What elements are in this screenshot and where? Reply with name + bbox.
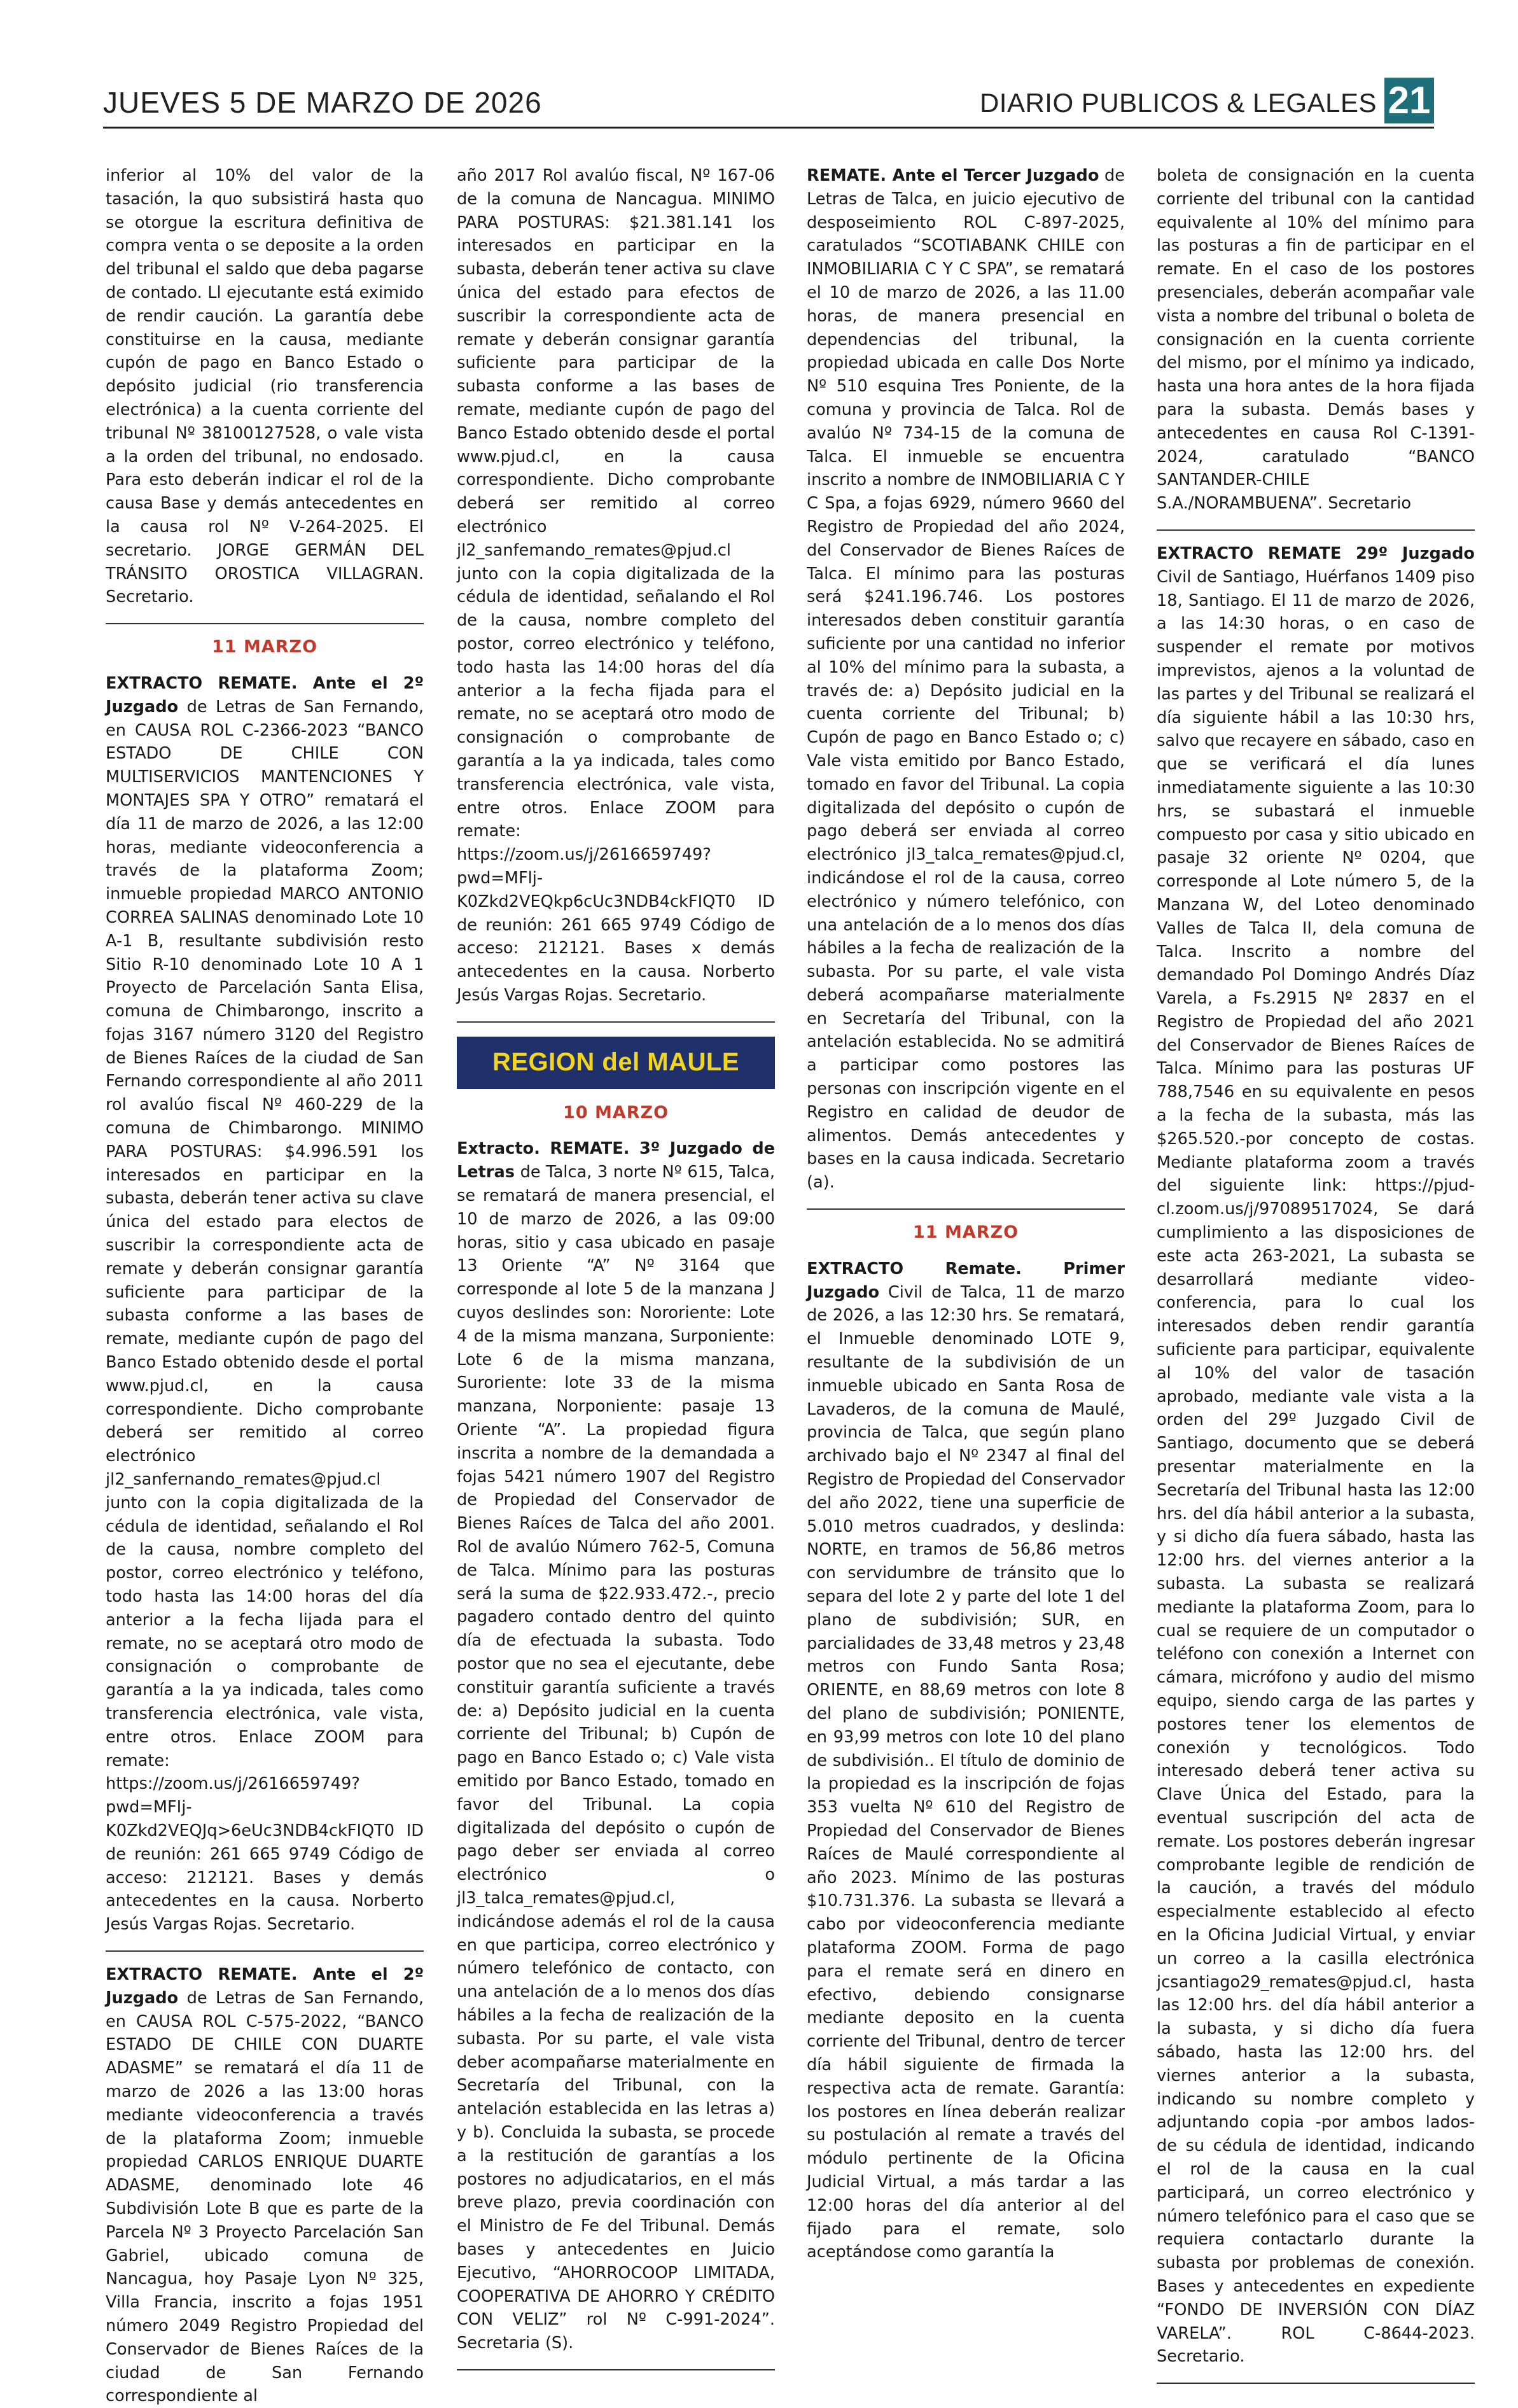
notice-body: de Talca, 3 norte Nº 615, Talca, se rematará de manera presencial, el 10 de marzo de 2026, a las 09:00 horas, sitio y casa ubicado en pasaje 13 Oriente “A” Nº 3164 que corresponde al lote 5 de la manzana J cuyos deslindes son: Nororiente: Lote 4 de la misma manzana, Surponiente: Lote 6 de la misma manzana, Suroriente: lote 33 de la misma manzana, Norponiente: pasaje 13 Oriente “A”. La propiedad figura inscrita a nombre de la demandada a fojas 5421 número 1907 del Registro de Propiedad del Conservador de Bienes Raíces de Talca del año 2001. Rol de avalúo Número 762-5, Comuna de Talca. Mínimo para las posturas será la suma de $22.933.472.-, precio pagadero contado dentro del quinto día de efectuada la subasta. Todo postor que no sea el ejecutante, debe constituir garantía suficiente a través de: a) Depósito judicial en la cuenta corriente del Tribunal; b) Cupón de pago en Banco Estado o; c) Vale vista emitido por Banco Estado, tomado en favor del Tribunal. La copia digitalizada del depósito o cupón de pago deber ser enviada al correo electrónico o jl3_talca_remates@pjud.cl, indicándose además el rol de la causa en que participa, correo electrónico y número telefónico de contacto, con una antelación de a lo menos dos días hábiles a la fecha de realización de la subasta. Por su parte, el vale vista deber acompañarse materialmente en Secretaría del Tribunal, con la antelación establecida en las letras a) y b). Concluida la subasta, se procede a la restitución de garantías a los postores no adjudicatarios, en el más breve plazo, previa coordinación con el Ministro de Fe del Tribunal. Demás bases y antecedentes en Juicio Ejecutivo, “AHORROCOOP LIMITADA, COOPERATIVA DE AHORRO Y CRÉDITO CON VELIZ” rol Nº C-991-2024”. Secretaria (S). xyxy=(457,1163,775,2353)
section-date-heading: 11 MARZO xyxy=(211,637,318,657)
page-header xyxy=(103,76,1434,126)
header-rule xyxy=(103,127,1434,129)
section-date-heading: 10 MARZO xyxy=(562,1102,669,1123)
notice-remate-29-juzgado xyxy=(1157,542,1475,2369)
column-divider xyxy=(106,623,424,624)
notice-title: EXTRACTO Remate. Primer Juzgado xyxy=(807,1259,1125,1302)
notice-title: Extracto. REMATE. 3º Juzgado de Letras xyxy=(457,1139,775,1182)
notice-continued-text: boleta de consignación en la cuenta corriente del tribunal con la cantidad equivalente al 10% del mínimo para las posturas a fin de participar en el remate. En el caso de los postores presenciales, deberán acompañar vale vista a nombre del tribunal o boleta de consignación en la cuenta corriente del mismo, por el mínimo ya indicado, hasta una hora antes de la hora fijada para la subasta. Demás bases y antecedentes en causa Rol C-1391-2024, caratulado “BANCO SANTANDER-CHILE S.A./NORAMBUENA”. Secretario xyxy=(1157,166,1475,514)
issue-date: JUEVES 5 DE MARZO DE 2026 xyxy=(103,86,542,119)
notice-remate-primer-juzgado xyxy=(807,1257,1125,2264)
notice-remate-san-fernando-2 xyxy=(106,1963,424,2408)
notice-body: Civil de Santiago, Huérfanos 1409 piso 18, Santiago. El 11 de marzo de 2026, a las 14:30 horas, o en caso de suspender el remate por motivos imprevistos, ajenos a la voluntad de las partes y del Tribunal se realizará el día siguiente hábil a las 10:30 hrs, salvo que recayere en sábado, caso en que se verificará el día lunes inmediatamente siguiente a las 10:30 hrs, se subastará el inmueble compuesto por casa y sitio ubicado en pasaje 32 oriente Nº 0204, que corresponde al Lote número 5, de la Manzana W, del Loteo denominado Valles de Talca II, dela comuna de Talca. Inscrito a nombre del demandado Pol Domingo Andrés Díaz Varela, a Fs.2915 Nº 2837 en el Registro de Propiedad del año 2021 del Conservador de Bienes Raíces de Talca. Mínimo para las posturas UF 788,7546 en su equivalente en pesos a la fecha de la subasta, más las $265.520.-por concepto de costas. Mediante plataforma zoom a través del siguiente link: https://pjud-cl.zoom.us/j/97089517024, Se dará cumplimiento a las disposiciones de este acta 263-2021, La subasta se desarrollará mediante video-conferencia, para lo cual los interesados deben rendir garantía suficiente para participar, equivalente al 10% del valor de tasación aprobado, mediante vale vista a la orden del 29º Juzgado Civil de Santiago, documento que se deberá presentar materialmente en la Secretaría del Tribunal hasta las 12:00 hrs. del día hábil anterior a la subasta, y si dicho día fuera sábado, hasta las 12:00 hrs. del viernes anterior a la subasta. La subasta se realizará mediante la plataforma Zoom, para lo cual se requiere de un computador o teléfono con conexión a Internet con cámara, micrófono y audio del mismo equipo, siendo carga de las partes y postores tener los elementos de conexión y tecnológicos. Todo interesado deberá tener activa su Clave Única del Estado, para la eventual suscripción del acta de remate. Los postores deberán ingresar comprobante legible de rendición de la caución, a través del módulo especialmente establecido al efecto en la Oficina Judicial Virtual, y enviar un correo a la casilla electrónica jcsantiago29_remates@pjud.cl, hasta las 12:00 hrs. del día hábil anterior a la subasta, y si dicho día fuera sábado, hasta las 12:00 hrs. del viernes anterior a la subasta, indicando su nombre completo y adjuntando copia -por ambos lados- de su cédula de identidad, indicando el rol de la causa en la cual participará, un correo electrónico y número telefónico para el caso que se requiera contactarlo durante la subasta por problemas de conexión. Bases y antecedentes en expediente “FONDO DE INVERSIÓN CON DÍAZ VARELA”. ROL C-8644-2023. Secretario. xyxy=(1157,567,1475,2367)
column-2 xyxy=(457,164,775,2382)
column-4 xyxy=(1157,164,1475,2395)
column-divider xyxy=(1157,529,1475,531)
notice-body: de Letras de San Fernando, en CAUSA ROL C-2366-2023 “BANCO ESTADO DE CHILE CON MULTISERVICIOS MANTENCIONES Y MONTAJES SPA Y OTRO” rematará el día 11 de marzo de 2026, a las 12:00 horas, mediante videoconferencia a través de la plataforma Zoom; inmueble propiedad MARCO ANTONIO CORREA SALINAS denominado Lote 10 A-1 B, resultante subdivisión resto Sitio R-10 denominado Lote 10 A 1 Proyecto de Parcelación Santa Elisa, comuna de Chimbarongo, inscrito a fojas 3167 número 3120 del Registro de Bienes Raíces de la ciudad de San Fernando correspondiente al año 2011 rol avalúo fiscal Nº 460-229 de la comuna de Chimbarongo. MINIMO PARA POSTURAS: $4.996.591 los interesados en participar en la subasta, deberán tener activa su clave única del estado para electos de suscribir la correspondiente acta de remate y deberán consignar garantía suficiente para participar de la subasta conforme a las bases de remate, mediante cupón de pago del Banco Estado obtenido desde el portal www.pjud.cl, en la causa correspondiente. Dicho comprobante deberá ser remitido al correo electrónico jl2_sanfernando_remates@pjud.cl junto con la copia digitalizada de la cédula de identidad, señalando el Rol de la causa, nombre completo del postor, correo electrónico y teléfono, todo hasta las 14:00 horas del día anterior a la fecha lijada para el remate, no se aceptará otro modo de consignación o comprobante de garantía a la ya indicada, tales como transferencia electrónica, vale vista, entre otros. Enlace ZOOM para remate: https://zoom.us/j/2616659749?pwd=MFIj-K0Zkd2VEQJq>6eUc3NDB4ckFIQT0 ID de reunión: 261 665 9749 Código de acceso: 212121. Bases y demás antecedentes en la causa. Norberto Jesús Vargas Rojas. Secretario. xyxy=(106,697,424,1935)
page-number-badge: 21 xyxy=(1384,78,1434,123)
notice-remate-talca-3 xyxy=(457,1137,775,2355)
column-divider xyxy=(807,1208,1125,1210)
section-date-heading: 11 MARZO xyxy=(912,1222,1019,1243)
region-banner xyxy=(457,1037,775,1089)
notice-body: Civil de Talca, 11 de marzo de 2026, a las 12:30 hrs. Se rematará, el Inmueble denominado LOTE 9, resultante de la subdivisión de un inmueble ubicado en Santa Rosa de Lavaderos, de la comuna de Maulé, provincia de Talca, que según plano archivado bajo el Nº 2347 al final del Registro de Propiedad del Conservador del año 2022, tiene una superficie de 5.010 metros cuadrados, y deslinda: NORTE, en tramos de 56,86 metros con servidumbre de tránsito que lo separa del lote 2 y parte del lote 1 del plano de subdivisión; SUR, en parcialidades de 33,48 metros y 23,48 metros con Fundo Santa Rosa; ORIENTE, en 88,69 metros con lote 8 del plano de subdivisión; PONIENTE, en 93,99 metros con lote 10 del plano de subdivisión.. El título de dominio de la propiedad es la inscripción de fojas 353 vuelta Nº 610 del Registro de Propiedad del Conservador de Bienes Raíces de Maulé correspondiente al año 2023. Mínimo de las posturas $10.731.376. La subasta se llevará a cabo por videoconferencia mediante plataforma ZOOM. Forma de pago para el remate será en dinero en efectivo, debiendo consignarse mediante deposito en la cuenta corriente del Tribunal, dentro de tercer día hábil siguiente de firmada la respectiva acta de remate. Garantía: los postores en línea deberán realizar su postulación al remate a través del módulo pertinente de la Oficina Judicial Virtual, a más tardar a las 12:00 horas del día anterior al del fijado para el remate, solo aceptándose como garantía la xyxy=(807,1282,1125,2262)
column-divider xyxy=(457,2369,775,2370)
notice-continued-text: inferior al 10% del valor de la tasación, la quo subsistirá hasta quo se otorgue la escritura definitiva de compra venta o se deposite a la orden del tribunal el saldo que deba pagarse de contado. Ll ejecutante está eximido de rendir caución. La garantía debe constituirse en la causa, mediante cupón de pago en Banco Estado o depósito judicial (rio transferencia electrónica) a la cuenta corriente del tribunal Nº 38100127528, o vale vista a la orden del tribunal, no endosado. Para esto deberán indicar el rol de la causa Base y demás antecedentes en la causa rol Nº V-264-2025. El secretario. JORGE GERMÁN DEL TRÁNSITO OROSTICA VILLAGRAN. Secretario. xyxy=(106,166,424,607)
column-1 xyxy=(106,164,424,2408)
notice-title: EXTRACTO REMATE. Ante el 2º Juzgado xyxy=(106,673,424,717)
notice-remate-san-fernando-1 xyxy=(106,672,424,1936)
column-divider xyxy=(106,1950,424,1952)
notice-body: de Letras de Talca, en juicio ejecutivo de desposeimiento ROL C-897-2025, caratulados “SCOTIABANK CHILE con INMOBILIARIA C Y C SPA”, se rematará el 10 de marzo de 2026, a las 11.00 horas, de manera presencial en dependencias del tribunal, la propiedad ubicada en calle Dos Norte Nº 510 esquina Tres Poniente, de la comuna y provincia de Talca. Rol de avalúo Nº 734-15 de la comuna de Talca. El inmueble se encuentra inscrito a nombre de INMOBILIARIA C Y C Spa, a fojas 6929, número 9660 del Registro de Propiedad del año 2024, del Conservador de Bienes Raíces de Talca. El mínimo para las posturas será $241.196.746. Los postores interesados deben constituir garantía suficiente por una cantidad no inferior al 10% del mínimo para la subasta, a través de: a) Depósito judicial en la cuenta corriente del Tribunal; b) Cupón de pago en Banco Estado o; c) Vale vista emitido por Banco Estado, tomado en favor del Tribunal. La copia digitalizada del depósito o cupón de pago deberá ser enviada al correo electrónico jl3_talca_remates@pjud.cl, indicándose el rol de la causa, correo electrónico y número telefónico, con una antelación de a lo menos dos días hábiles a la fecha de realización de la subasta. Por su parte, el vale vista deberá acompañarse materialmente en Secretaría del Tribunal, con la antelación establecida. No se admitirá a participar como postores las personas con inscripción vigente en el Registro en calidad de deudor de alimentos. Demás antecedentes y bases en la causa indicada. Secretario (a). xyxy=(807,166,1125,1193)
region-banner-label: REGION del MAULE xyxy=(492,1048,740,1077)
newspaper-section-title: DIARIO PUBLICOS & LEGALES xyxy=(979,88,1377,118)
column-3 xyxy=(807,164,1125,2264)
notice-remate-tercer-juzgado xyxy=(807,164,1125,1194)
notice-title: REMATE. Ante el Tercer Juzgado xyxy=(807,166,1099,185)
column-divider xyxy=(1157,2383,1475,2384)
notice-body: de Letras de San Fernando, en CAUSA ROL C-575-2022, “BANCO ESTADO DE CHILE CON DUARTE ADASME” se rematará el día 11 de marzo de 2026 a las 13:00 horas mediante videoconferencia a través de la plataforma Zoom; inmueble propiedad CARLOS ENRIQUE DUARTE ADASME, denominado lote 46 Subdivisión Lote B que es parte de la Parcela Nº 3 Proyecto Parcelación San Gabriel, ubicado comuna de Nancagua, hoy Pasaje Lyon Nº 325, Villa Francia, inscrito a fojas 1951 número 2049 Registro Propiedad del Conservador de Bienes Raíces de la ciudad de San Fernando correspondiente al xyxy=(106,1988,424,2406)
notice-title: EXTRACTO REMATE 29º Juzgado xyxy=(1157,543,1475,563)
notice-title: EXTRACTO REMATE. Ante el 2º Juzgado xyxy=(106,1964,424,2008)
notice-continued-text: año 2017 Rol avalúo fiscal, Nº 167-06 de la comuna de Nancagua. MINIMO PARA POSTURAS: $21.381.141 los interesados en participar en la subasta, deberán tener activa su clave única del estado para efectos de suscribir la correspondiente acta de remate y deberán consignar garantía suficiente para participar de la subasta conforme a las bases de remate, mediante cupón de pago del Banco Estado obtenido desde el portal www.pjud.cl, en la causa correspondiente. Dicho comprobante deberá ser remitido al correo electrónico jl2_sanfemando_remates@pjud.cl junto con la copia digitalizada de la cédula de identidad, señalando el Rol de la causa, nombre completo del postor, correo electrónico y teléfono, todo hasta las 14:00 horas del día anterior a la fecha fijada para el remate, no se aceptará otro modo de consignación o comprobante de garantía a la ya indicada, tales como transferencia electrónica, vale vista, entre otros. Enlace ZOOM para remate: https://zoom.us/j/2616659749?pwd=MFlj-K0Zkd2VEQkp6cUc3NDB4ckFIQT0 ID de reunión: 261 665 9749 Código de acceso: 212121. Bases x demás antecedentes en la causa. Norberto Jesús Vargas Rojas. Secretario. xyxy=(457,166,775,1005)
column-divider xyxy=(457,1021,775,1023)
